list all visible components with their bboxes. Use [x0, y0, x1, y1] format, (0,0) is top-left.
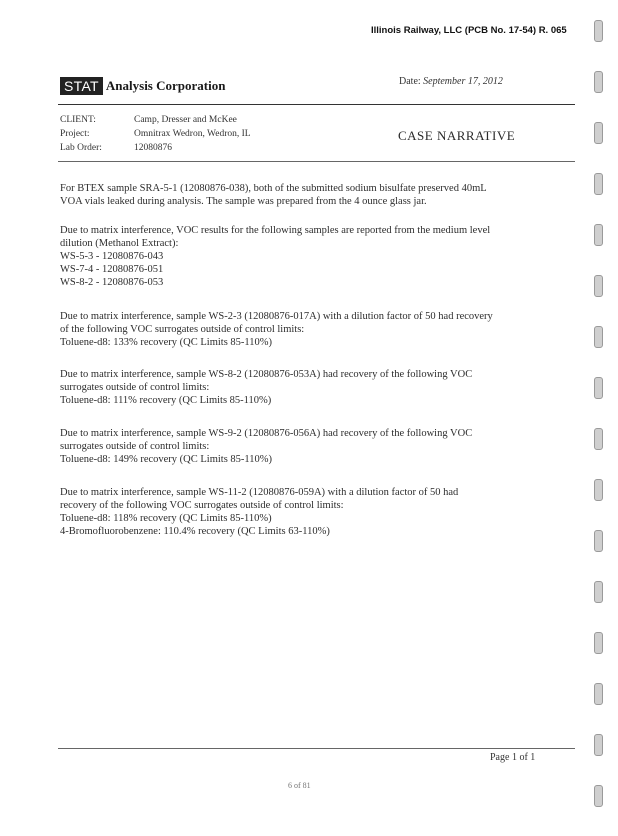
lab-order-label: Lab Order: — [60, 143, 102, 153]
narrative-paragraph — [60, 486, 560, 538]
metadata-divider — [58, 161, 575, 162]
binder-tab — [594, 632, 603, 654]
report-metadata — [60, 113, 251, 155]
narrative-line: Toluene-d8: 133% recovery (QC Limits 85-110%) — [60, 337, 273, 348]
page-title: CASE NARRATIVE — [398, 128, 516, 143]
lab-order-value: 12080876 — [134, 143, 172, 153]
narrative-line: 4-Bromofluorobenzene: 110.4% recovery (QC Limits 63-110%) — [60, 526, 330, 537]
client-value: Camp, Dresser and McKee — [134, 115, 237, 125]
narrative-line: VOA vials leaked during analysis. The sample was prepared from the 4 ounce glass jar. — [60, 196, 427, 207]
company-logo — [60, 77, 225, 95]
binder-tab-strip — [594, 20, 606, 836]
binder-tab — [594, 71, 603, 93]
narrative-line: Toluene-d8: 111% recovery (QC Limits 85-110%) — [60, 395, 272, 406]
binder-tab — [594, 785, 603, 807]
binder-tab — [594, 530, 603, 552]
narrative-line: For BTEX sample SRA-5-1 (12080876-038), both of the submitted sodium bisulfate preserved 40mL — [60, 183, 487, 194]
client-label: CLIENT: — [60, 115, 96, 125]
binder-tab — [594, 224, 603, 246]
footer-divider — [58, 748, 575, 749]
narrative-line: Toluene-d8: 149% recovery (QC Limits 85-110%) — [60, 454, 273, 465]
narrative-line: WS-7-4 - 12080876-051 — [60, 264, 164, 275]
date-value: September 17, 2012 — [423, 76, 503, 87]
narrative-line: WS-5-3 - 12080876-043 — [60, 251, 164, 262]
narrative-line: Toluene-d8: 118% recovery (QC Limits 85-110%) — [60, 513, 272, 524]
binder-tab — [594, 173, 603, 195]
document-page-stamp: 6 of 81 — [288, 781, 311, 790]
narrative-paragraph — [60, 427, 560, 466]
narrative-line: surrogates outside of control limits: — [60, 382, 210, 393]
narrative-line: Due to matrix interference, sample WS-11-2 (12080876-059A) with a dilution factor of 50 had — [60, 487, 459, 498]
narrative-line: WS-8-2 - 12080876-053 — [60, 277, 164, 288]
narrative-line: of the following VOC surrogates outside of control limits: — [60, 324, 305, 335]
client-row — [60, 113, 251, 127]
narrative-paragraph — [60, 182, 560, 208]
binder-tab — [594, 581, 603, 603]
document-reference-header: Illinois Railway, LLC (PCB No. 17-54) R. 065 — [371, 25, 567, 36]
project-label: Project: — [60, 129, 90, 139]
project-row — [60, 127, 251, 141]
binder-tab — [594, 377, 603, 399]
binder-tab — [594, 20, 603, 42]
binder-tab — [594, 734, 603, 756]
project-value: Omnitrax Wedron, Wedron, IL — [134, 129, 251, 139]
narrative-paragraph — [60, 224, 560, 289]
narrative-line: recovery of the following VOC surrogates outside of control limits: — [60, 500, 344, 511]
narrative-line: Due to matrix interference, VOC results for the following samples are reported from the medium level — [60, 225, 491, 236]
binder-tab — [594, 326, 603, 348]
narrative-line: dilution (Methanol Extract): — [60, 238, 179, 249]
page-number: Page 1 of 1 — [490, 752, 536, 763]
narrative-paragraph — [60, 368, 560, 407]
narrative-line: Due to matrix interference, sample WS-9-2 (12080876-056A) had recovery of the following VOC — [60, 428, 473, 439]
narrative-line: Due to matrix interference, sample WS-2-3 (12080876-017A) with a dilution factor of 50 had recovery — [60, 311, 493, 322]
binder-tab — [594, 428, 603, 450]
header-divider — [58, 104, 575, 105]
narrative-line: Due to matrix interference, sample WS-8-2 (12080876-053A) had recovery of the following VOC — [60, 369, 473, 380]
binder-tab — [594, 122, 603, 144]
report-date — [399, 76, 503, 87]
lab-order-row — [60, 141, 251, 155]
logo-box: STAT — [60, 77, 103, 95]
date-label: Date: — [399, 76, 421, 87]
narrative-paragraph — [60, 310, 560, 349]
narrative-line: surrogates outside of control limits: — [60, 441, 210, 452]
binder-tab — [594, 479, 603, 501]
company-name: Analysis Corporation — [105, 78, 226, 93]
binder-tab — [594, 275, 603, 297]
narrative-body — [60, 182, 560, 554]
binder-tab — [594, 683, 603, 705]
